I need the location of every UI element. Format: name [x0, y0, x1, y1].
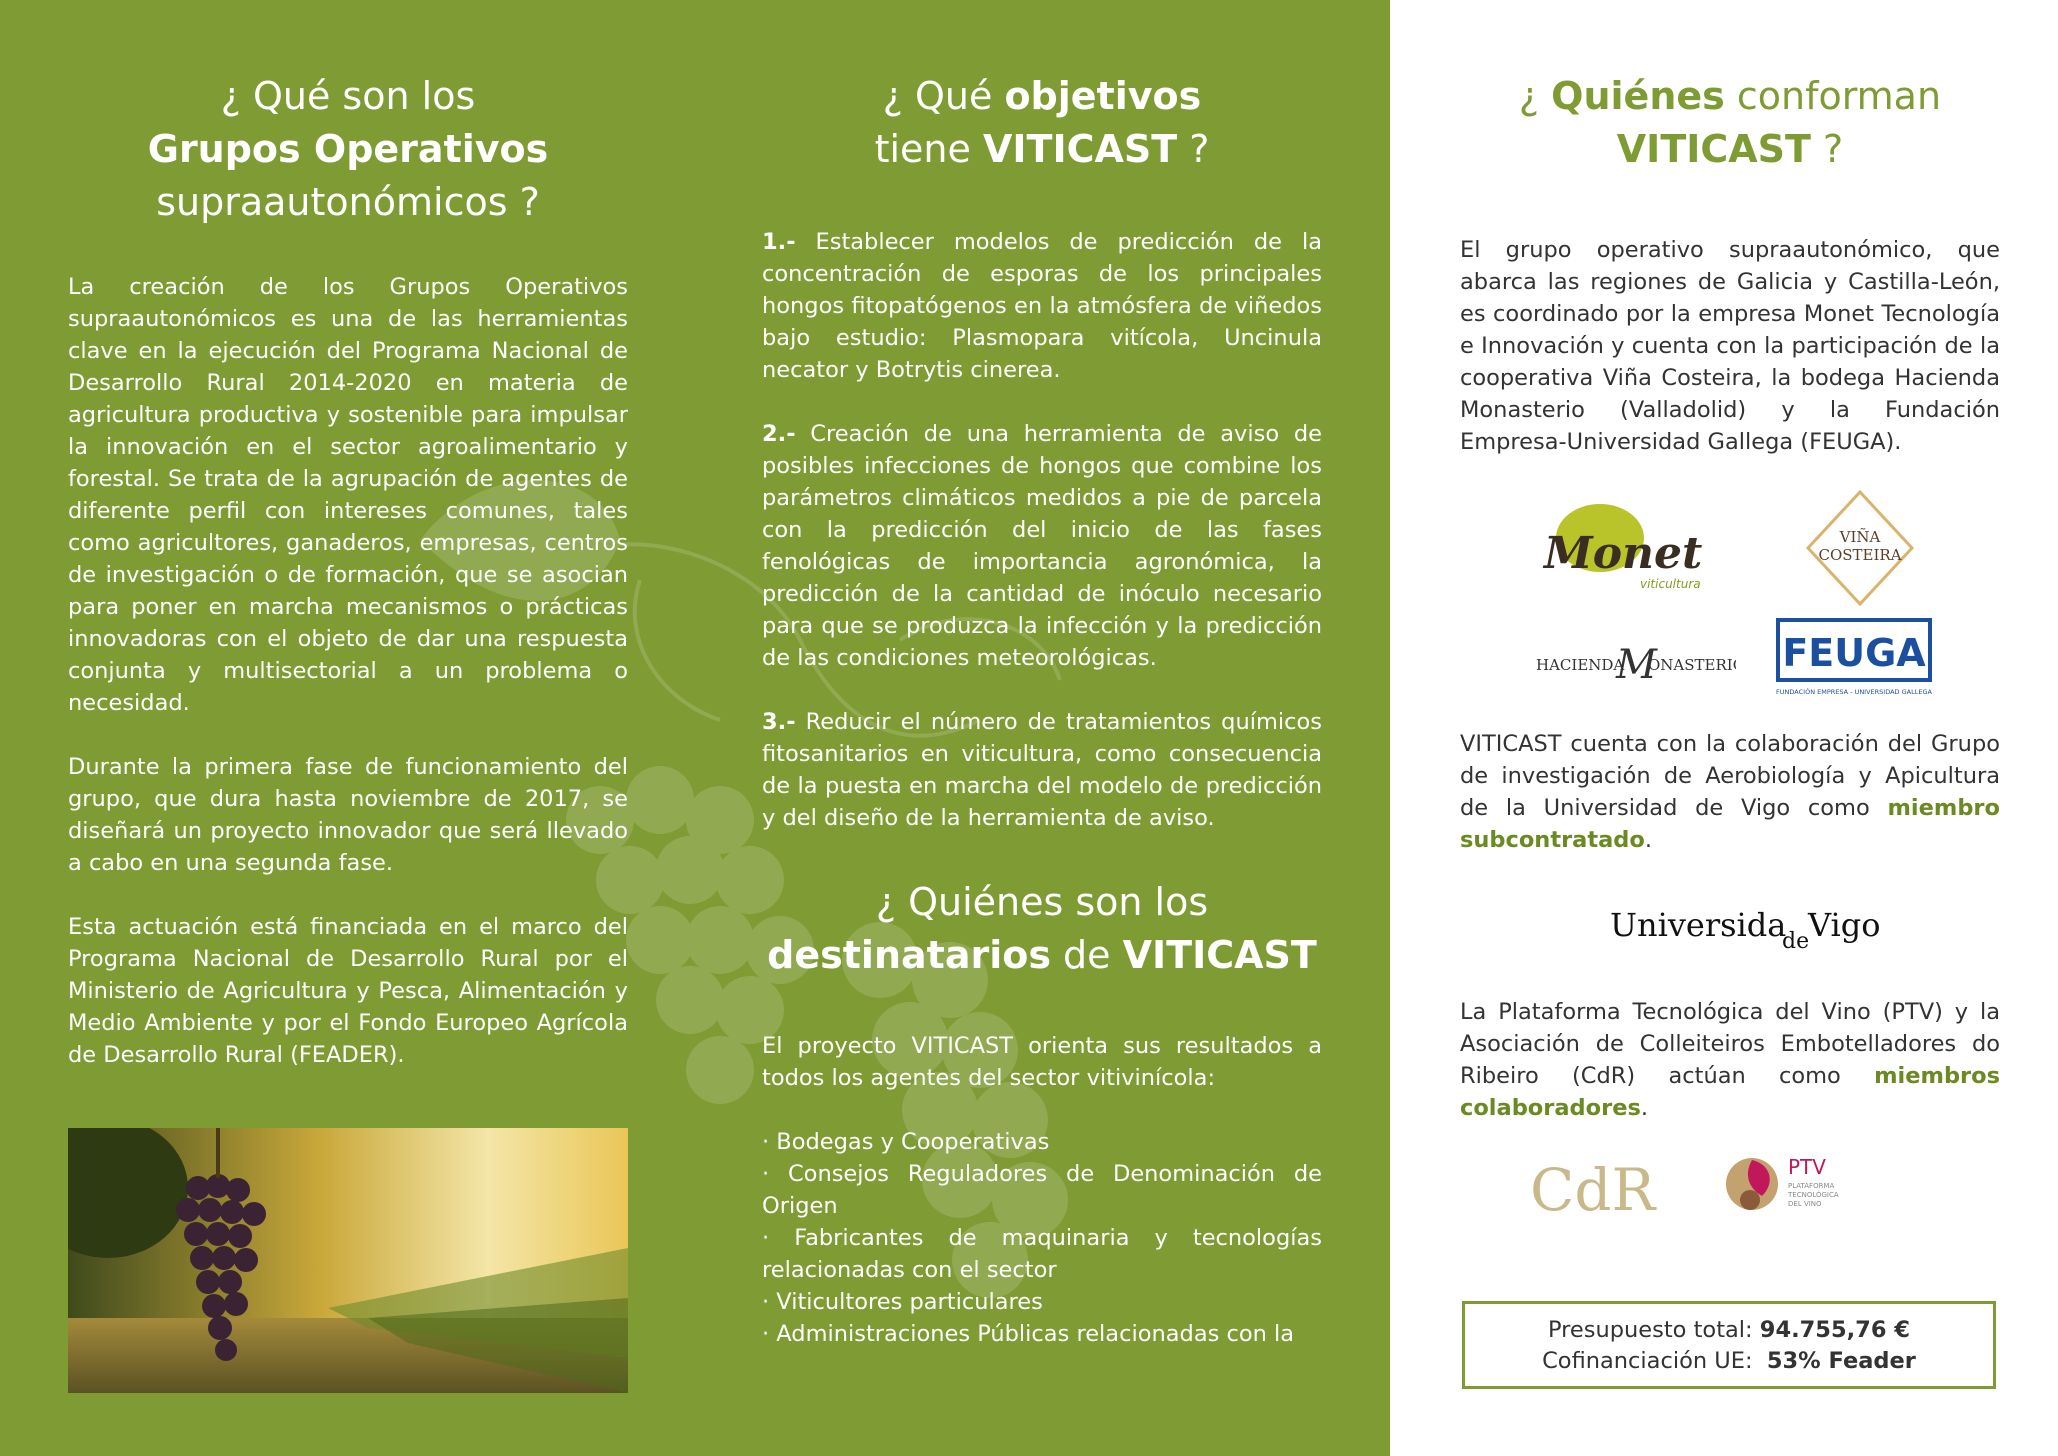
budget-label: Cofinanciación UE: [1542, 1348, 1767, 1374]
destinatarios-intro: El proyecto VITICAST orienta sus resultados a todos los agentes del sector vitivinícola: [762, 1033, 1322, 1091]
objective-2 [762, 418, 1322, 674]
budget-label: Presupuesto total: [1548, 1317, 1760, 1343]
paragraph: El grupo operativo supraautonómico, que abarca las regiones de Galicia y Castilla-León, es coordinado por la empresa Monet Tecnología e Innovación y cuenta con la participación de la cooperativa Viña Costeira, la bodega Hacienda Monasterio (Valladolid) y la Fundación Empresa-Universidad Gallega (FEUGA). [1460, 237, 2000, 455]
budget-box [1462, 1301, 1996, 1389]
list-item: · Consejos Reguladores de Denominación de Origen [762, 1161, 1322, 1219]
objective-text: Reducir el número de tratamientos químicos fitosanitarios en viticultura, como consecuencia de la puesta en marcha del modelo de predicción y del diseño de la herramienta de aviso. [762, 709, 1322, 831]
highlight: miembro subcontratado [1460, 795, 2000, 853]
svg-text:TECNOLÓGICA: TECNOLÓGICA [1788, 1191, 1839, 1199]
title-part: objetivos [1004, 74, 1202, 118]
title-part: VITICAST [982, 127, 1178, 171]
list-item: · Fabricantes de maquinaria y tecnologías relacionadas con el sector [762, 1225, 1322, 1283]
title-line: ¿ Qué son los [220, 74, 476, 118]
destinatarios-list [762, 1126, 1322, 1350]
objective-3 [762, 706, 1322, 834]
uvigo-logo [1460, 856, 2000, 996]
title-part: VITICAST [1122, 933, 1317, 977]
objective-number: 2.- [762, 421, 796, 447]
highlight: miembros colaboradores [1460, 1063, 2000, 1121]
svg-text:Vigo: Vigo [1808, 906, 1881, 944]
collaborator-logos [1460, 1124, 2000, 1234]
svg-text:COSTEIRA: COSTEIRA [1818, 546, 1902, 564]
ptv-logo [1726, 1148, 1886, 1224]
svg-text:M: M [1616, 642, 1657, 688]
svg-text:Monet: Monet [1544, 528, 1703, 579]
text-part: . [1640, 1095, 1649, 1121]
column-objetivos [762, 70, 1322, 1350]
paragraph: Durante la primera fase de funcionamiento del grupo, que dura hasta noviembre de 2017, se diseñará un proyecto innovador que será llevado a cabo en una segunda fase. [68, 754, 628, 876]
section-title-quienes [1460, 70, 2000, 176]
section-title-grupos [68, 70, 628, 229]
svg-text:viticultura: viticultura [1640, 577, 1701, 591]
paragraph: Esta actuación está financiada en el marco del Programa Nacional de Desarrollo Rural por el Ministerio de Agricultura y Pesca, Alimentación y Medio Ambiente y por el Fondo Europeo Agrícola de Desarrollo Rural (FEADER). [68, 914, 628, 1068]
svg-text:PTV: PTV [1788, 1155, 1826, 1179]
title-part: conforman [1724, 74, 1942, 118]
svg-text:HACIENDA: HACIENDA [1536, 656, 1625, 674]
svg-text:CdR: CdR [1530, 1156, 1656, 1222]
title-part: ? [1177, 127, 1210, 171]
section-title-destinatarios [762, 876, 1322, 982]
objective-number: 3.- [762, 709, 796, 735]
cdr-logo [1530, 1152, 1660, 1222]
vineyard-photo [68, 1128, 628, 1393]
title-part: de [1050, 933, 1123, 977]
monet-logo [1540, 496, 1720, 596]
text-part: VITICAST cuenta con la colaboración del Grupo de investigación de Aerobiología y Apicultura de la Universidad de Vigo como [1460, 731, 2000, 821]
title-line: supraautonómicos ? [156, 180, 540, 224]
budget-value: 53% Feader [1766, 1348, 1916, 1374]
objective-text: Creación de una herramienta de aviso de posibles infecciones de hongos que combine los parámetros climáticos medidos a pie de parcela con la predicción del inicio de las fases fenológicas de importancia agronómica, la predicción de la cantidad de inóculo necesario para que se produzca la infección y la predicción de las condiciones meteorológicas. [762, 421, 1322, 671]
svg-text:FEUGA: FEUGA [1782, 631, 1926, 675]
title-part: VITICAST [1616, 127, 1811, 171]
title-part: destinatarios [767, 933, 1051, 977]
hacienda-monasterio-logo [1536, 634, 1736, 694]
budget-value: 94.755,76 € [1759, 1317, 1910, 1343]
objective-text: Establecer modelos de predicción de la concentración de esporas de los principales hongos fitopatógenos en la atmósfera de viñedos bajo estudio: Plasmopara vitícola, Uncinula necator y Botrytis cinerea. [762, 229, 1322, 383]
title-part: ¿ Quiénes son los [875, 880, 1209, 924]
column-quienes-conforman [1460, 70, 2000, 1234]
vina-costeira-logo [1800, 488, 1920, 608]
partner-logos [1460, 458, 2000, 728]
title-line: Grupos Operativos [147, 127, 549, 171]
paragraph: La creación de los Grupos Operativos supraautonómicos es una de las herramientas clave en la ejecución del Programa Nacional de Desarrollo Rural 2014-2020 en materia de agricultura productiva y sostenible para impulsar la innovación en el sector agroalimentario y forestal. Se trata de la agrupación de agentes de diferente perfil con intereses comunes, tales como agricultores, ganaderos, empresas, centros de investigación o de formación, que se asocian para poner en marcha mecanismos o prácticas innovadoras con el objeto de dar una respuesta conjunta y multisectorial a un problema o necesidad. [68, 274, 628, 716]
column-grupos-operativos [68, 70, 628, 1071]
svg-text:Universida: Universida [1610, 906, 1787, 944]
text-part: La Plataforma Tecnológica del Vino (PTV) y la Asociación de Colleiteiros Embotelladores do Ribeiro (CdR) actúan como [1460, 999, 2000, 1089]
title-part: ? [1810, 127, 1844, 171]
svg-text:PLATAFORMA: PLATAFORMA [1788, 1182, 1835, 1190]
title-part: ¿ [1518, 74, 1552, 118]
title-part: tiene [874, 127, 983, 171]
svg-text:FUNDACIÓN EMPRESA - UNIVERSIDA: FUNDACIÓN EMPRESA - UNIVERSIDAD GALLEGA [1776, 688, 1932, 696]
feuga-logo [1776, 618, 1936, 698]
objective-number: 1.- [762, 229, 796, 255]
paragraph [1460, 996, 2000, 1124]
budget-cofinancing [1465, 1346, 1993, 1377]
paragraph [1460, 728, 2000, 856]
section-title-objetivos [762, 70, 1322, 176]
text-part: . [1644, 827, 1653, 853]
title-part: ¿ Qué [882, 74, 1005, 118]
list-item: · Bodegas y Cooperativas [762, 1129, 1050, 1155]
budget-total [1465, 1315, 1993, 1346]
svg-text:DEL VINO: DEL VINO [1788, 1200, 1822, 1208]
svg-text:ONASTERIO: ONASTERIO [1648, 656, 1736, 674]
svg-text:de: de [1782, 929, 1810, 954]
list-item: · Administraciones Públicas relacionadas con la [762, 1321, 1295, 1347]
svg-text:VIÑA: VIÑA [1839, 528, 1881, 546]
objective-1 [762, 226, 1322, 386]
list-item: · Viticultores particulares [762, 1289, 1043, 1315]
title-part: Quiénes [1551, 74, 1725, 118]
